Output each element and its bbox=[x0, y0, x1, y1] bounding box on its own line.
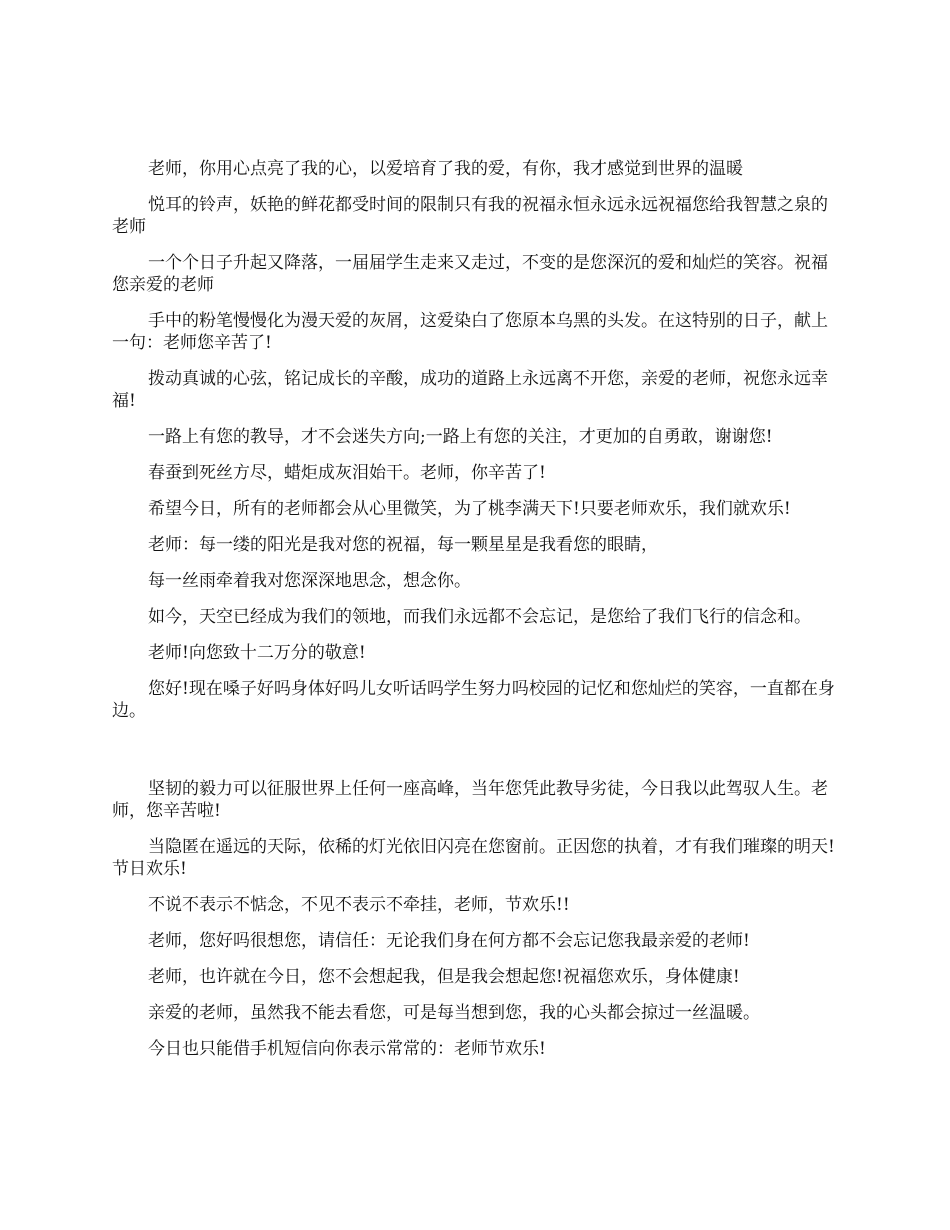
section-one bbox=[112, 158, 840, 722]
paragraph: 手中的粉笔慢慢化为漫天爱的灰屑，这爱染白了您原本乌黑的头发。在这特别的日子，献上一句：老师您辛苦了! bbox=[112, 311, 828, 353]
section-spacer bbox=[112, 736, 840, 778]
paragraph: 悦耳的铃声，妖艳的鲜花都受时间的限制只有我的祝福永恒永远永远祝福您给我智慧之泉的老师 bbox=[112, 195, 828, 237]
paragraph: 老师!向您致十二万分的敬意! bbox=[148, 643, 366, 663]
paragraph: 一路上有您的教导，才不会迷失方向;一路上有您的关注，才更加的自勇敢，谢谢您! bbox=[148, 427, 773, 447]
paragraph: 拨动真诚的心弦，铭记成长的辛酸，成功的道路上永远离不开您，亲爱的老师，祝您永远幸福! bbox=[112, 369, 828, 411]
paragraph: 老师：每一缕的阳光是我对您的祝福，每一颗星星是我看您的眼睛， bbox=[148, 535, 658, 555]
document-page bbox=[112, 158, 840, 1074]
paragraph: 今日也只能借手机短信向你表示常常的：老师节欢乐! bbox=[148, 1039, 546, 1059]
paragraph: 老师，您好吗很想您，请信任：无论我们身在何方都不会忘记您我最亲爱的老师! bbox=[148, 931, 750, 951]
paragraph: 您好!现在嗓子好吗身体好吗儿女听话吗学生努力吗校园的记忆和您灿烂的笑容，一直都在身边。 bbox=[112, 679, 835, 721]
paragraph: 希望今日，所有的老师都会从心里微笑，为了桃李满天下!只要老师欢乐，我们就欢乐! bbox=[148, 499, 791, 519]
section-two bbox=[112, 778, 840, 1060]
paragraph: 如今，天空已经成为我们的领地，而我们永远都不会忘记，是您给了我们飞行的信念和。 bbox=[148, 607, 811, 627]
paragraph: 不说不表示不惦念，不见不表示不牵挂，老师，节欢乐!! bbox=[148, 895, 570, 915]
paragraph: 当隐匿在遥远的天际，依稀的灯光依旧闪亮在您窗前。正因您的执着，才有我们璀璨的明天!节日欢乐! bbox=[112, 837, 835, 879]
paragraph: 坚韧的毅力可以征服世界上任何一座高峰，当年您凭此教导劣徒，今日我以此驾驭人生。老师，您辛苦啦! bbox=[112, 779, 828, 821]
paragraph: 春蚕到死丝方尽，蜡炬成灰泪始干。老师，你辛苦了! bbox=[148, 463, 546, 483]
paragraph: 亲爱的老师，虽然我不能去看您，可是每当想到您，我的心头都会掠过一丝温暖。 bbox=[148, 1003, 760, 1023]
paragraph: 老师，你用心点亮了我的心，以爱培育了我的爱，有你，我才感觉到世界的温暖 bbox=[148, 159, 743, 179]
paragraph: 老师，也许就在今日，您不会想起我，但是我会想起您!祝福您欢乐，身体健康! bbox=[148, 967, 740, 987]
paragraph: 一个个日子升起又降落，一届届学生走来又走过，不变的是您深沉的爱和灿烂的笑容。祝福您亲爱的老师 bbox=[112, 253, 828, 295]
paragraph: 每一丝雨牵着我对您深深地思念，想念你。 bbox=[148, 571, 471, 591]
